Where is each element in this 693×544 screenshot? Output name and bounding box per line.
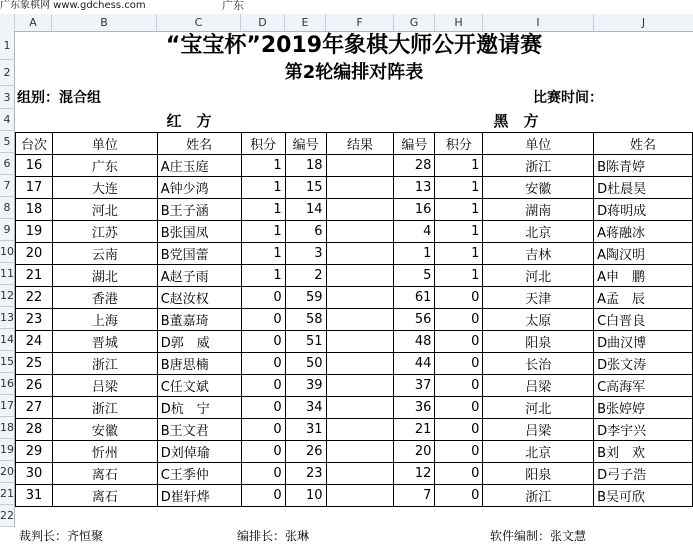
- worksheet[interactable]: [15, 31, 693, 543]
- table-row: [16, 287, 693, 309]
- cell-black-name[interactable]: C高海军: [594, 375, 693, 397]
- cell-red-name[interactable]: A庄玉庭: [157, 155, 241, 177]
- row-header-12[interactable]: 12: [0, 285, 15, 307]
- cell-black-name[interactable]: B吴可欣: [594, 485, 693, 507]
- row-header-18[interactable]: 18: [0, 417, 15, 439]
- cell-red-unit[interactable]: 浙江: [52, 397, 157, 419]
- cell-table[interactable]: 29: [16, 441, 53, 463]
- row-header-7[interactable]: 7: [0, 175, 15, 197]
- table-row: [16, 463, 693, 485]
- cell-black-name[interactable]: D曲汉博: [594, 331, 693, 353]
- cell-red-unit[interactable]: 江苏: [52, 221, 157, 243]
- row-header-4[interactable]: 4: [0, 109, 15, 131]
- cell-black-score[interactable]: 1: [435, 243, 483, 265]
- column-header-i[interactable]: I: [483, 14, 594, 31]
- formula-content[interactable]: 广东: [222, 0, 244, 12]
- cell-black-name[interactable]: D杜晨昊: [594, 177, 693, 199]
- row-header-9[interactable]: 9: [0, 219, 15, 241]
- cell-black-score[interactable]: 0: [435, 397, 483, 419]
- cell-red-score[interactable]: 0: [241, 375, 285, 397]
- cell-black-score[interactable]: 0: [435, 419, 483, 441]
- cell-red-name[interactable]: A赵子雨: [157, 265, 241, 287]
- table-row: [16, 155, 693, 177]
- cell-red-name[interactable]: B张国凤: [157, 221, 241, 243]
- cell-red-score[interactable]: 0: [241, 485, 285, 507]
- cell-red-number[interactable]: 23: [285, 463, 326, 485]
- cell-red-name[interactable]: D杭 宁: [157, 397, 241, 419]
- cell-black-name[interactable]: B张婷婷: [594, 397, 693, 419]
- cell-red-unit[interactable]: 安徽: [52, 419, 157, 441]
- cell-red-score[interactable]: 1: [241, 199, 285, 221]
- column-header-e[interactable]: E: [285, 14, 326, 31]
- cell-black-score[interactable]: 1: [435, 177, 483, 199]
- row-header-6[interactable]: 6: [0, 153, 15, 175]
- cell-red-score[interactable]: 0: [241, 419, 285, 441]
- formula-bar[interactable]: [0, 0, 693, 15]
- cell-red-number[interactable]: 26: [285, 441, 326, 463]
- footer-referee: 裁判长：齐恒聚: [19, 529, 104, 543]
- cell-red-score[interactable]: 1: [241, 221, 285, 243]
- cell-black-unit[interactable]: 浙江: [483, 485, 594, 507]
- cell-red-unit[interactable]: 广东: [52, 155, 157, 177]
- cell-black-number[interactable]: 44: [394, 353, 435, 375]
- cell-red-name[interactable]: B党国蕾: [157, 243, 241, 265]
- footer-software: 软件编制：张文慧: [490, 529, 587, 543]
- cell-table[interactable]: 27: [16, 397, 53, 419]
- row-header-13[interactable]: 13: [0, 307, 15, 329]
- cell-red-number[interactable]: 59: [285, 287, 326, 309]
- row-header-8[interactable]: 8: [0, 197, 15, 219]
- column-header-f[interactable]: F: [326, 14, 394, 31]
- cell-result[interactable]: [326, 397, 394, 419]
- pairing-table: [15, 132, 693, 507]
- cell-red-name[interactable]: D刘倬瑜: [157, 441, 241, 463]
- cell-black-unit[interactable]: 吕梁: [483, 419, 594, 441]
- cell-table[interactable]: 16: [16, 155, 53, 177]
- cell-black-unit[interactable]: 河北: [483, 265, 594, 287]
- cell-black-unit[interactable]: 阳泉: [483, 331, 594, 353]
- cell-result[interactable]: [326, 331, 394, 353]
- cell-black-number[interactable]: 7: [394, 485, 435, 507]
- row-header-15[interactable]: 15: [0, 351, 15, 373]
- table-row: [16, 221, 693, 243]
- cell-red-score[interactable]: 0: [241, 287, 285, 309]
- table-row: [16, 441, 693, 463]
- table-row: [16, 199, 693, 221]
- cell-result[interactable]: [326, 199, 394, 221]
- cell-black-score[interactable]: 0: [435, 353, 483, 375]
- header-result[interactable]: 结果: [326, 133, 394, 155]
- row-header-11[interactable]: 11: [0, 263, 15, 285]
- cell-black-unit[interactable]: 吉林: [483, 243, 594, 265]
- table-row: [16, 309, 693, 331]
- cell-red-number[interactable]: 10: [285, 485, 326, 507]
- cell-result[interactable]: [326, 309, 394, 331]
- cell-black-unit[interactable]: 河北: [483, 397, 594, 419]
- black-side-label: 黑 方: [493, 112, 539, 130]
- cell-result[interactable]: [326, 441, 394, 463]
- table-row: [16, 177, 693, 199]
- cell-red-number[interactable]: 50: [285, 353, 326, 375]
- row-header-22[interactable]: 22: [0, 505, 15, 527]
- header-red-number[interactable]: 编号: [285, 133, 326, 155]
- cell-black-number[interactable]: 1: [394, 243, 435, 265]
- watermark: 广东象棋网 www.gdchess.com: [0, 0, 146, 11]
- row-header-10[interactable]: 10: [0, 241, 15, 263]
- page-subtitle: 第2轮编排对阵表: [284, 62, 424, 83]
- cell-red-score[interactable]: 0: [241, 441, 285, 463]
- cell-black-name[interactable]: D李宇兴: [594, 419, 693, 441]
- cell-table[interactable]: 19: [16, 221, 53, 243]
- header-black-unit[interactable]: 单位: [483, 133, 594, 155]
- column-header-a[interactable]: A: [15, 14, 52, 31]
- cell-black-score[interactable]: 0: [435, 463, 483, 485]
- cell-black-unit[interactable]: 北京: [483, 441, 594, 463]
- cell-black-name[interactable]: B刘 欢: [594, 441, 693, 463]
- cell-red-number[interactable]: 58: [285, 309, 326, 331]
- cell-black-number[interactable]: 5: [394, 265, 435, 287]
- cell-red-score[interactable]: 1: [241, 265, 285, 287]
- cell-result[interactable]: [326, 155, 394, 177]
- cell-black-number[interactable]: 16: [394, 199, 435, 221]
- cell-black-name[interactable]: A蒋融冰: [594, 221, 693, 243]
- row-header-20[interactable]: 20: [0, 461, 15, 483]
- table-row: [16, 397, 693, 419]
- cell-red-unit[interactable]: 离石: [52, 485, 157, 507]
- group-label: 组别：混合组: [17, 90, 101, 106]
- cell-result[interactable]: [326, 463, 394, 485]
- cell-black-number[interactable]: 61: [394, 287, 435, 309]
- cell-black-score[interactable]: 0: [435, 309, 483, 331]
- cell-table[interactable]: 22: [16, 287, 53, 309]
- cell-result[interactable]: [326, 177, 394, 199]
- cell-black-number[interactable]: 37: [394, 375, 435, 397]
- column-headers: [0, 14, 693, 32]
- cell-black-unit[interactable]: 安徽: [483, 177, 594, 199]
- cell-black-score[interactable]: 0: [435, 485, 483, 507]
- cell-table[interactable]: 25: [16, 353, 53, 375]
- cell-black-name[interactable]: C白晋良: [594, 309, 693, 331]
- cell-black-score[interactable]: 0: [435, 287, 483, 309]
- cell-red-score[interactable]: 0: [241, 397, 285, 419]
- cell-black-name[interactable]: D张文涛: [594, 353, 693, 375]
- cell-red-number[interactable]: 14: [285, 199, 326, 221]
- header-black-score[interactable]: 积分: [435, 133, 483, 155]
- cell-table[interactable]: 31: [16, 485, 53, 507]
- table-row: [16, 243, 693, 265]
- footer: [15, 527, 693, 543]
- row-header-2[interactable]: 2: [0, 60, 15, 86]
- cell-red-unit[interactable]: 大连: [52, 177, 157, 199]
- header-black-name[interactable]: 姓名: [594, 133, 693, 155]
- cell-red-number[interactable]: 18: [285, 155, 326, 177]
- cell-result[interactable]: [326, 375, 394, 397]
- cell-black-score[interactable]: 0: [435, 441, 483, 463]
- cell-black-number[interactable]: 48: [394, 331, 435, 353]
- column-header-d[interactable]: D: [241, 14, 285, 31]
- cell-table[interactable]: 20: [16, 243, 53, 265]
- cell-black-unit[interactable]: 北京: [483, 221, 594, 243]
- row-header-16[interactable]: 16: [0, 373, 15, 395]
- cell-red-number[interactable]: 51: [285, 331, 326, 353]
- cell-red-name[interactable]: B王文君: [157, 419, 241, 441]
- cell-red-score[interactable]: 1: [241, 177, 285, 199]
- cell-red-number[interactable]: 2: [285, 265, 326, 287]
- cell-black-unit[interactable]: 吕梁: [483, 375, 594, 397]
- cell-red-unit[interactable]: 忻州: [52, 441, 157, 463]
- cell-result[interactable]: [326, 419, 394, 441]
- table-row: [16, 419, 693, 441]
- table-row: [16, 353, 693, 375]
- table-header-row: [16, 133, 693, 155]
- cell-result[interactable]: [326, 353, 394, 375]
- time-label: 比赛时间：: [533, 90, 603, 106]
- cell-black-unit[interactable]: 太原: [483, 309, 594, 331]
- cell-red-unit[interactable]: 吕梁: [52, 375, 157, 397]
- cell-red-name[interactable]: B王子涵: [157, 199, 241, 221]
- cell-red-number[interactable]: 15: [285, 177, 326, 199]
- cell-black-name[interactable]: D蒋明成: [594, 199, 693, 221]
- header-black-number[interactable]: 编号: [394, 133, 435, 155]
- cell-red-unit[interactable]: 浙江: [52, 353, 157, 375]
- column-header-j[interactable]: J: [641, 16, 646, 29]
- cell-red-score[interactable]: 1: [241, 155, 285, 177]
- cell-red-name[interactable]: D郭 威: [157, 331, 241, 353]
- cell-red-unit[interactable]: 河北: [52, 199, 157, 221]
- cell-black-name[interactable]: A陶汉明: [594, 243, 693, 265]
- cell-black-score[interactable]: 0: [435, 375, 483, 397]
- header-red-name[interactable]: 姓名: [157, 133, 241, 155]
- cell-red-name[interactable]: C赵汝权: [157, 287, 241, 309]
- cell-red-name[interactable]: D崔轩烨: [157, 485, 241, 507]
- cell-red-score[interactable]: 0: [241, 331, 285, 353]
- cell-black-score[interactable]: 1: [435, 155, 483, 177]
- cell-black-unit[interactable]: 湖南: [483, 199, 594, 221]
- row-header-17[interactable]: 17: [0, 395, 15, 417]
- select-all-corner[interactable]: [0, 14, 15, 31]
- footer-arranger: 编排长：张琳: [237, 529, 310, 543]
- table-row: [16, 331, 693, 353]
- cell-black-number[interactable]: 12: [394, 463, 435, 485]
- cell-red-unit[interactable]: 上海: [52, 309, 157, 331]
- cell-result[interactable]: [326, 485, 394, 507]
- row-header-5[interactable]: 5: [0, 131, 15, 153]
- row-header-19[interactable]: 19: [0, 439, 15, 461]
- cell-red-score[interactable]: 0: [241, 353, 285, 375]
- cell-red-score[interactable]: 1: [241, 243, 285, 265]
- cell-red-name[interactable]: C任文斌: [157, 375, 241, 397]
- row-header-21[interactable]: 21: [0, 483, 15, 505]
- cell-black-score[interactable]: 0: [435, 331, 483, 353]
- cell-red-unit[interactable]: 湖北: [52, 265, 157, 287]
- table-row: [16, 375, 693, 397]
- cell-result[interactable]: [326, 265, 394, 287]
- cell-red-number[interactable]: 6: [285, 221, 326, 243]
- cell-black-number[interactable]: 4: [394, 221, 435, 243]
- cell-red-number[interactable]: 3: [285, 243, 326, 265]
- cell-red-number[interactable]: 39: [285, 375, 326, 397]
- cell-table[interactable]: 23: [16, 309, 53, 331]
- cell-black-score[interactable]: 1: [435, 199, 483, 221]
- cell-table[interactable]: 24: [16, 331, 53, 353]
- header-red-unit[interactable]: 单位: [52, 133, 157, 155]
- cell-black-number[interactable]: 56: [394, 309, 435, 331]
- cell-table[interactable]: 18: [16, 199, 53, 221]
- cell-black-unit[interactable]: 阳泉: [483, 463, 594, 485]
- cell-black-unit[interactable]: 长治: [483, 353, 594, 375]
- cell-table[interactable]: 17: [16, 177, 53, 199]
- cell-result[interactable]: [326, 221, 394, 243]
- cell-black-number[interactable]: 36: [394, 397, 435, 419]
- cell-black-name[interactable]: A孟 辰: [594, 287, 693, 309]
- cell-red-score[interactable]: 0: [241, 463, 285, 485]
- cell-table[interactable]: 26: [16, 375, 53, 397]
- column-header-g[interactable]: G: [394, 14, 435, 31]
- page-title: “宝宝杯”2019年象棋大师公开邀请赛: [165, 33, 543, 58]
- cell-table[interactable]: 30: [16, 463, 53, 485]
- cell-black-name[interactable]: D弓子浩: [594, 463, 693, 485]
- cell-table[interactable]: 28: [16, 419, 53, 441]
- column-header-b[interactable]: B: [52, 14, 157, 31]
- cell-red-score[interactable]: 0: [241, 309, 285, 331]
- cell-red-name[interactable]: B唐思楠: [157, 353, 241, 375]
- cell-black-name[interactable]: B陈青婷: [594, 155, 693, 177]
- table-row: [16, 485, 693, 507]
- table-row: [16, 265, 693, 287]
- cell-black-number[interactable]: 28: [394, 155, 435, 177]
- cell-black-number[interactable]: 13: [394, 177, 435, 199]
- cell-black-unit[interactable]: 浙江: [483, 155, 594, 177]
- cell-black-score[interactable]: 1: [435, 265, 483, 287]
- cell-red-unit[interactable]: 云南: [52, 243, 157, 265]
- cell-red-name[interactable]: C王季仲: [157, 463, 241, 485]
- cell-red-number[interactable]: 34: [285, 397, 326, 419]
- cell-red-name[interactable]: B董嘉琦: [157, 309, 241, 331]
- cell-result[interactable]: [326, 287, 394, 309]
- cell-red-unit[interactable]: 晋城: [52, 331, 157, 353]
- cell-black-score[interactable]: 1: [435, 221, 483, 243]
- cell-result[interactable]: [326, 243, 394, 265]
- column-header-c[interactable]: C: [157, 14, 241, 31]
- cell-red-unit[interactable]: 离石: [52, 463, 157, 485]
- row-header-3[interactable]: 3: [0, 86, 15, 109]
- header-table[interactable]: 台次: [16, 133, 53, 155]
- cell-black-number[interactable]: 20: [394, 441, 435, 463]
- cell-red-name[interactable]: A钟少鸿: [157, 177, 241, 199]
- red-side-label: 红 方: [166, 112, 212, 130]
- cell-red-number[interactable]: 31: [285, 419, 326, 441]
- cell-table[interactable]: 21: [16, 265, 53, 287]
- header-red-score[interactable]: 积分: [241, 133, 285, 155]
- cell-red-unit[interactable]: 香港: [52, 287, 157, 309]
- cell-black-name[interactable]: A申 鹏: [594, 265, 693, 287]
- column-header-h[interactable]: H: [435, 14, 483, 31]
- cell-black-unit[interactable]: 天津: [483, 287, 594, 309]
- row-header-1[interactable]: 1: [0, 31, 15, 60]
- row-header-14[interactable]: 14: [0, 329, 15, 351]
- cell-black-number[interactable]: 21: [394, 419, 435, 441]
